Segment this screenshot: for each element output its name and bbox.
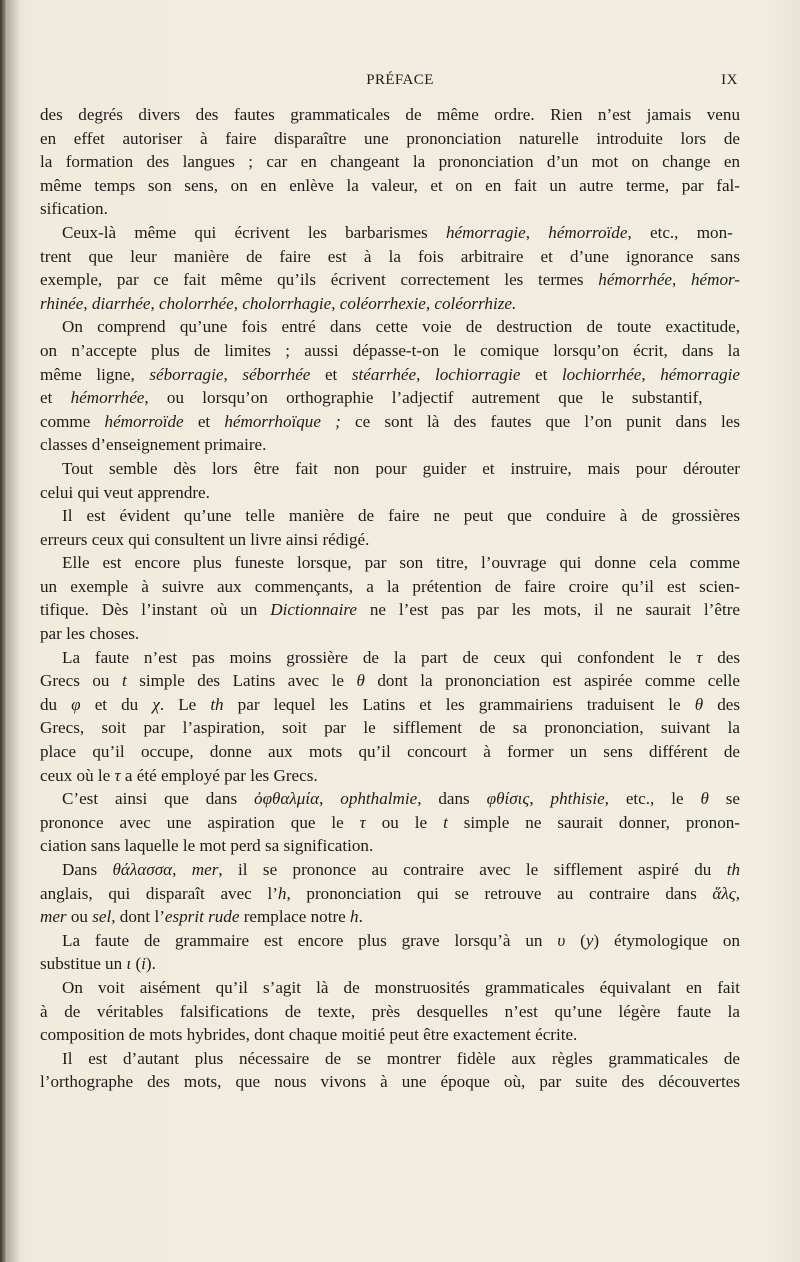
text-run: , [672,270,691,290]
text-run: ne l’est pas par les mots, il ne saurait l’être [356,600,740,620]
italic-term: mer [191,860,219,879]
italic-term: t [121,671,127,691]
text-run: Ceux-là même qui écrivent les barbarismes [62,222,446,242]
text-run: , [172,860,192,879]
text-run: Grecs, soit par l’aspiration, soit par le sifflement de sa prononciation, suivant la [40,718,740,738]
text-line [40,528,740,552]
text-run: ( [131,954,142,974]
text-run: , etc., mon- [627,222,733,242]
italic-term: τ [696,647,703,667]
text-run: des [703,694,741,714]
text-run: classes d’enseignement primaire. [40,435,267,455]
text-run: , [319,789,341,809]
text-run: sification. [40,199,108,219]
text-line [40,740,740,764]
text-run: . [358,907,363,927]
italic-term: φ [71,694,81,714]
text-run: et [520,364,562,384]
text-run: , [525,222,549,242]
text-run: et [310,364,352,384]
text-run: prononce avec une aspiration que le [40,812,360,832]
text-run: ce sont là des fautes que l’on punit dans les [340,411,740,431]
text-run: et [183,411,225,431]
italic-term: hémorrhée [70,388,145,408]
text-line [40,150,740,174]
text-run: à de véritables falsifications de texte, près desquelles n’est qu’une légère faute la [40,1001,740,1021]
gutter-shadow [7,0,21,1262]
italic-term: th [210,694,224,714]
text-line [40,693,740,717]
italic-term: hémor- [690,270,740,290]
text-line [40,197,740,221]
text-run: , [223,364,243,384]
text-line [40,103,740,127]
text-run: , [331,293,340,313]
text-line [40,245,740,269]
text-line [40,268,740,292]
text-line [40,598,740,622]
text-run: C’est ainsi que dans [62,789,255,809]
text-run: , dont l’ [111,907,165,927]
text-run: ceux où le [40,765,115,785]
text-run: composition de mots hybrides, dont chaque moitié peut être exactement écrite. [40,1025,578,1045]
italic-term: ophthalmie [340,789,418,809]
page-number: IX [721,72,738,88]
text-run: du [40,694,72,714]
text-run: Tout semble dès lors être fait non pour guider et instruire, mais pour dérouter [62,458,740,478]
text-run: tifique. Dès l’instant où un [40,600,271,620]
italic-term: ι [126,954,132,974]
text-run: on n’accepte plus de limites ; aussi dépasse-t-on le comique lorsqu’on écrit, dans la [40,340,740,360]
text-run: par les choses. [40,624,140,644]
text-run: , [150,293,160,313]
text-run: se [708,789,741,809]
text-run: , [425,293,435,313]
text-run: , [735,883,740,903]
italic-term: hémorrhée [598,270,673,290]
text-run: même temps son sens, on en enlève la valeur, et on en fait un autre terme, par fal- [40,175,740,195]
italic-term: τ [114,765,121,785]
text-run: erreurs ceux qui consultent un livre ainsi rédigé. [40,529,370,549]
italic-term: θ [694,694,704,714]
italic-term: rhinée [40,293,84,313]
text-run: Dans [62,860,113,879]
italic-term: h [350,907,359,927]
text-run: substitue un [40,954,127,974]
text-run: , [416,364,435,384]
text-line [40,716,740,740]
text-line [40,575,740,599]
text-run: anglais, qui disparaît avec l’ [40,883,278,903]
text-line [40,363,740,387]
text-run: La faute n’est pas moins grossière de la part de ceux qui confondent le [62,647,697,667]
italic-term: i [141,954,146,974]
text-run: place qu’il occupe, donne aux mots qu’il concourt à former un sens différent de [40,742,740,762]
italic-term: sel [92,907,112,927]
text-line [40,905,740,929]
text-run: ( [565,930,586,950]
text-run: La faute de grammaire est encore plus grave lorsqu’à un [62,930,558,950]
text-line [40,410,740,434]
text-run: Il est évident qu’une telle manière de faire ne peut que conduire à de grossières [62,506,740,526]
text-run: l’orthographe des mots, que nous vivons à une époque où, par suite des découvertes [40,1072,740,1092]
text-line [40,622,740,646]
italic-term: θ [700,789,709,809]
text-run: celui qui veut apprendre. [40,482,210,502]
text-run: et du [80,694,153,714]
text-run: la formation des langues ; car en changeant la prononciation d’un mot on change en [40,152,740,172]
text-line [40,1000,740,1024]
text-line [40,1070,740,1094]
text-line [40,646,740,670]
text-line [40,127,740,151]
text-run: et [40,388,71,408]
text-line [40,929,740,953]
text-run: , etc., le [604,789,701,809]
italic-term: t [443,812,448,832]
body-text [40,103,740,1094]
italic-term: θ [356,671,365,691]
italic-term: υ [557,930,566,950]
text-run: des [702,647,741,667]
text-run: un exemple à suivre aux commençants, a la prétention de faire croire qu’il est scien- [40,576,740,596]
italic-term: hémorragie [660,364,741,384]
italic-term: coléorrhize. [434,293,517,313]
text-run: , dans [417,789,487,809]
text-line [40,457,740,481]
italic-term: h [277,883,287,903]
text-run: comme [40,411,105,431]
text-line [40,481,740,505]
text-run: remplace notre [239,907,351,927]
text-run: On comprend qu’une fois entré dans cette voie de destruction de toute exactitude, [62,317,740,337]
text-run: en effet autoriser à faire disparaître une prononciation naturelle introduite lors de [40,128,740,148]
italic-term: th [726,860,741,879]
text-run: trent que leur manière de faire est à la fois arbitraire et d’une ignorance sans [40,246,740,266]
italic-term: diarrhée [91,293,151,313]
book-spine-edge [0,0,7,1262]
text-run: Grecs ou [40,671,122,691]
text-line [40,551,740,575]
italic-term: cholorrhée [159,293,234,313]
italic-term: hémorroïde [104,411,184,431]
italic-term: coléorrhexie [339,293,426,313]
running-title: PRÉFACE [366,72,434,88]
text-line [40,787,740,811]
italic-term: ὀφθαλμία [254,789,320,809]
text-line [40,174,740,198]
text-run: Elle est encore plus funeste lorsque, par son titre, l’ouvrage qui donne cela comme [62,553,740,573]
text-run: ciation sans laquelle le mot perd sa signification. [40,836,374,856]
italic-term: cholorrhagie [242,293,332,313]
text-run: des degrés divers des fautes grammaticales de même ordre. Rien n’est jamais venu [40,105,740,124]
text-run: , [83,293,92,313]
italic-term: θάλασσα [112,860,173,879]
text-run: , prononciation qui se retrouve au contraire dans [286,883,713,903]
text-run: , [641,364,661,384]
text-run: dont la prononciation est aspirée comme celle [364,671,740,691]
text-line [40,834,740,858]
text-line [40,882,740,906]
text-line [40,433,740,457]
italic-term: esprit rude [164,907,240,927]
italic-term: hémorragie [445,222,526,242]
text-line [40,858,740,882]
text-run: , il se prononce au contraire avec le sifflement aspiré du [218,860,727,879]
text-line [40,315,740,339]
text-run: a été employé par les Grecs. [120,765,318,785]
text-run: , ou lorsqu’on orthographie l’adjectif autrement que le substantif, [144,388,703,408]
text-run: simple ne saurait donner, pronon- [447,812,740,832]
text-run: On voit aisément qu’il s’agit là de monstruosités grammaticales équivalant en fait [62,977,740,997]
text-line [40,292,740,316]
text-line [40,669,740,693]
running-header [60,72,740,94]
text-run: . Le [159,694,211,714]
italic-term: hémorrhoïque ; [224,411,341,431]
text-line [40,976,740,1000]
italic-term: séborragie [149,364,224,384]
italic-term: lochiorragie [434,364,521,384]
italic-term: lochiorrhée [561,364,642,384]
text-run: ). [145,954,156,974]
italic-term: séborrhée [242,364,311,384]
text-line [40,386,740,410]
text-run: ou [66,907,93,927]
italic-term: mer [40,907,67,927]
text-line [40,504,740,528]
text-run: , [233,293,243,313]
italic-term: ἅλς [712,883,736,903]
italic-term: χ [152,694,160,714]
text-run: ou le [365,812,444,832]
text-run: exemple, par ce fait même qu’ils écrivent correctement les termes [40,270,599,290]
italic-term: y [585,930,594,950]
text-line [40,952,740,976]
text-run: ) étymologique on [593,930,740,950]
text-line [40,221,740,245]
italic-term: phthisie [550,789,605,809]
text-line [40,339,740,363]
text-run: simple des Latins avec le [126,671,357,691]
text-run: même ligne, [40,364,150,384]
italic-term: τ [359,812,366,832]
text-run: , [529,789,551,809]
text-line [40,1023,740,1047]
text-line [40,764,740,788]
italic-term: hémorroïde [548,222,628,242]
text-run: par lequel les Latins et les grammairiens traduisent le [223,694,695,714]
text-run: Il est d’autant plus nécessaire de se montrer fidèle aux règles grammaticales de [62,1048,740,1068]
text-line [40,1047,740,1071]
text-line [40,811,740,835]
italic-term: φθίσις [486,789,530,809]
italic-term: Dictionnaire [270,600,357,620]
italic-term: stéarrhée [351,364,417,384]
